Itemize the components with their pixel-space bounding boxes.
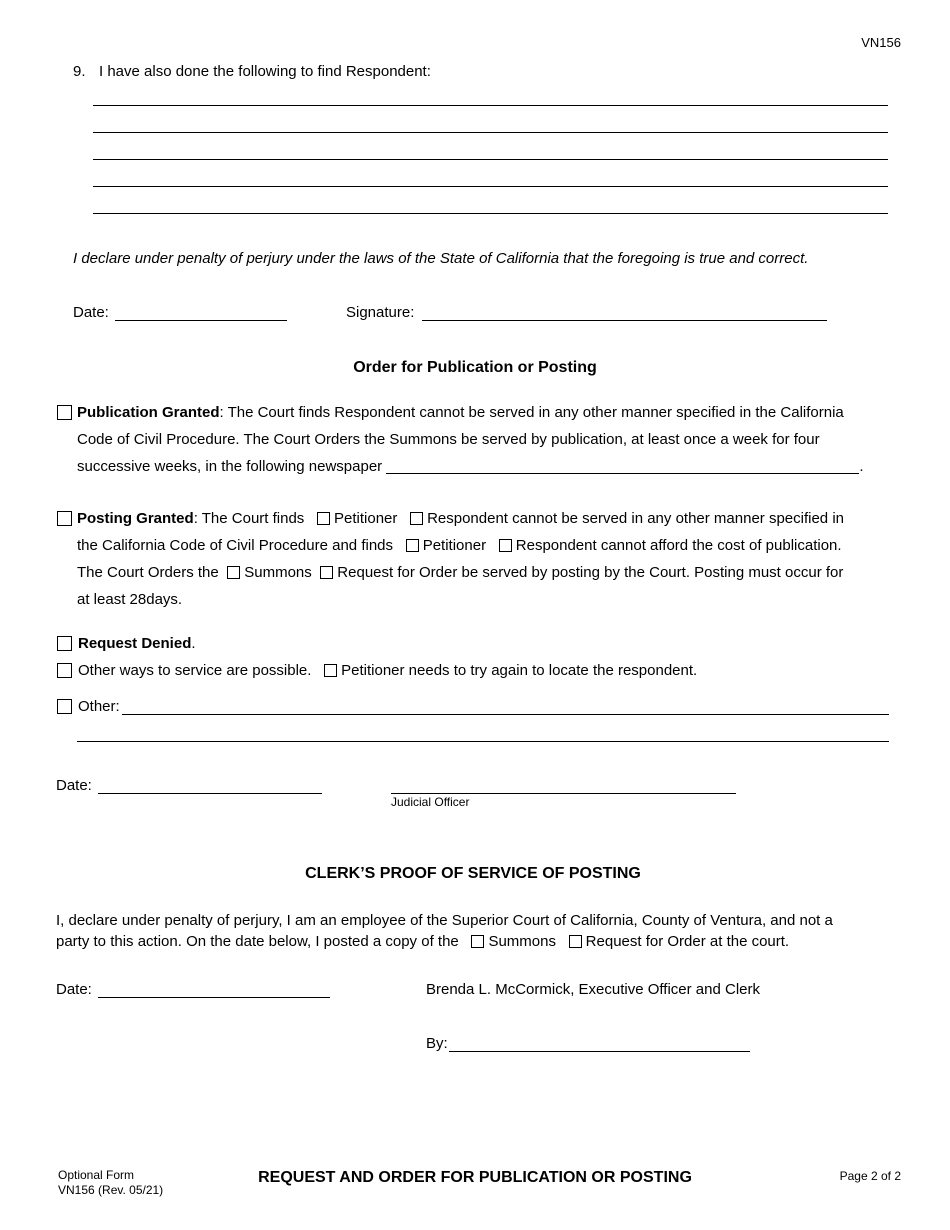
item9-answer-line-2[interactable]	[93, 132, 888, 133]
item9-number: 9.	[73, 63, 86, 80]
clerk-text-line-1: I, declare under penalty of perjury, I am an employee of the Superior Court of California, County of Ventura, and not a	[56, 912, 833, 929]
other-field-line-1[interactable]	[122, 714, 889, 715]
other-field-line-2[interactable]	[77, 741, 889, 742]
finds-respondent-checkbox-1[interactable]	[410, 512, 423, 525]
footer-revision: VN156 (Rev. 05/21)	[58, 1183, 164, 1197]
item9-answer-line-4[interactable]	[93, 186, 888, 187]
item9-text: I have also done the following to find Respondent:	[99, 63, 431, 80]
publication-granted-title: Publication Granted	[77, 404, 220, 421]
posting-granted-checkbox[interactable]	[57, 511, 72, 526]
other-label: Other:	[78, 698, 120, 715]
request-denied-checkbox[interactable]	[57, 636, 72, 651]
clerk-summons-checkbox[interactable]	[471, 935, 484, 948]
other-checkbox[interactable]	[57, 699, 72, 714]
declarant-date-label: Date:	[73, 304, 109, 321]
clerk-name: Brenda L. McCormick, Executive Officer and Clerk	[426, 981, 761, 998]
signature-field[interactable]	[422, 320, 827, 321]
footer-optional-form: Optional Form	[58, 1168, 135, 1182]
petitioner-needs-checkbox[interactable]	[324, 664, 337, 677]
signature-label: Signature:	[346, 304, 415, 321]
clerk-heading: CLERK’S PROOF OF SERVICE OF POSTING	[305, 865, 641, 882]
finds-petitioner-checkbox-1[interactable]	[317, 512, 330, 525]
by-signature-field[interactable]	[449, 1051, 750, 1052]
clerk-rfo-checkbox[interactable]	[569, 935, 582, 948]
posting-days-number[interactable]: 28	[129, 591, 147, 608]
judicial-officer-label: Judicial Officer	[391, 795, 470, 809]
judicial-date-label: Date:	[56, 777, 92, 794]
item9-answer-line-1[interactable]	[93, 105, 888, 106]
form-id: VN156	[861, 35, 901, 50]
posting-granted-title: Posting Granted	[77, 510, 194, 527]
judicial-date-field[interactable]	[98, 793, 322, 794]
clerk-text-line-2: party to this action. On the date below, I posted a copy of the Summons Request for Order at the court.	[56, 933, 790, 950]
finds-petitioner-checkbox-2[interactable]	[406, 539, 419, 552]
item9-answer-line-5[interactable]	[93, 213, 888, 214]
finds-respondent-checkbox-2[interactable]	[499, 539, 512, 552]
publication-granted-checkbox[interactable]	[57, 405, 72, 420]
other-ways-label: Other ways to service are possible. Petitioner needs to try again to locate the respondent.	[78, 662, 698, 679]
newspaper-field[interactable]	[386, 459, 859, 474]
footer-page-number: Page 2 of 2	[839, 1169, 901, 1183]
other-ways-checkbox[interactable]	[57, 663, 72, 678]
posting-granted-text: Posting Granted: The Court finds Petitioner Respondent cannot be served in any other manner specified in the California Code of Civil Procedure and finds Petitioner Respondent cannot afford the cost of publication. The Court Orders the Summons Request for Order be served by posting by the Court. Posting must occur for at least 28days.	[77, 510, 844, 608]
clerk-date-field[interactable]	[98, 997, 330, 998]
footer-title: REQUEST AND ORDER FOR PUBLICATION OR POSTING	[258, 1169, 692, 1186]
declarant-date-field[interactable]	[115, 320, 287, 321]
judicial-officer-signature-field[interactable]	[391, 793, 736, 794]
posting-summons-checkbox[interactable]	[227, 566, 240, 579]
request-denied-label: Request Denied.	[78, 635, 196, 652]
by-label: By:	[426, 1035, 448, 1052]
posting-rfo-checkbox[interactable]	[320, 566, 333, 579]
clerk-date-label: Date:	[56, 981, 92, 998]
item9-answer-line-3[interactable]	[93, 159, 888, 160]
order-heading: Order for Publication or Posting	[353, 359, 597, 376]
publication-granted-text: Publication Granted: The Court finds Respondent cannot be served in any other manner specified in the California Code of Civil Procedure. The Court Orders the Summons be served by publication, at least once a week for four successive weeks, in the following newspaper .	[77, 404, 864, 475]
perjury-declaration: I declare under penalty of perjury under the laws of the State of California that the foregoing is true and correct.	[73, 250, 809, 267]
